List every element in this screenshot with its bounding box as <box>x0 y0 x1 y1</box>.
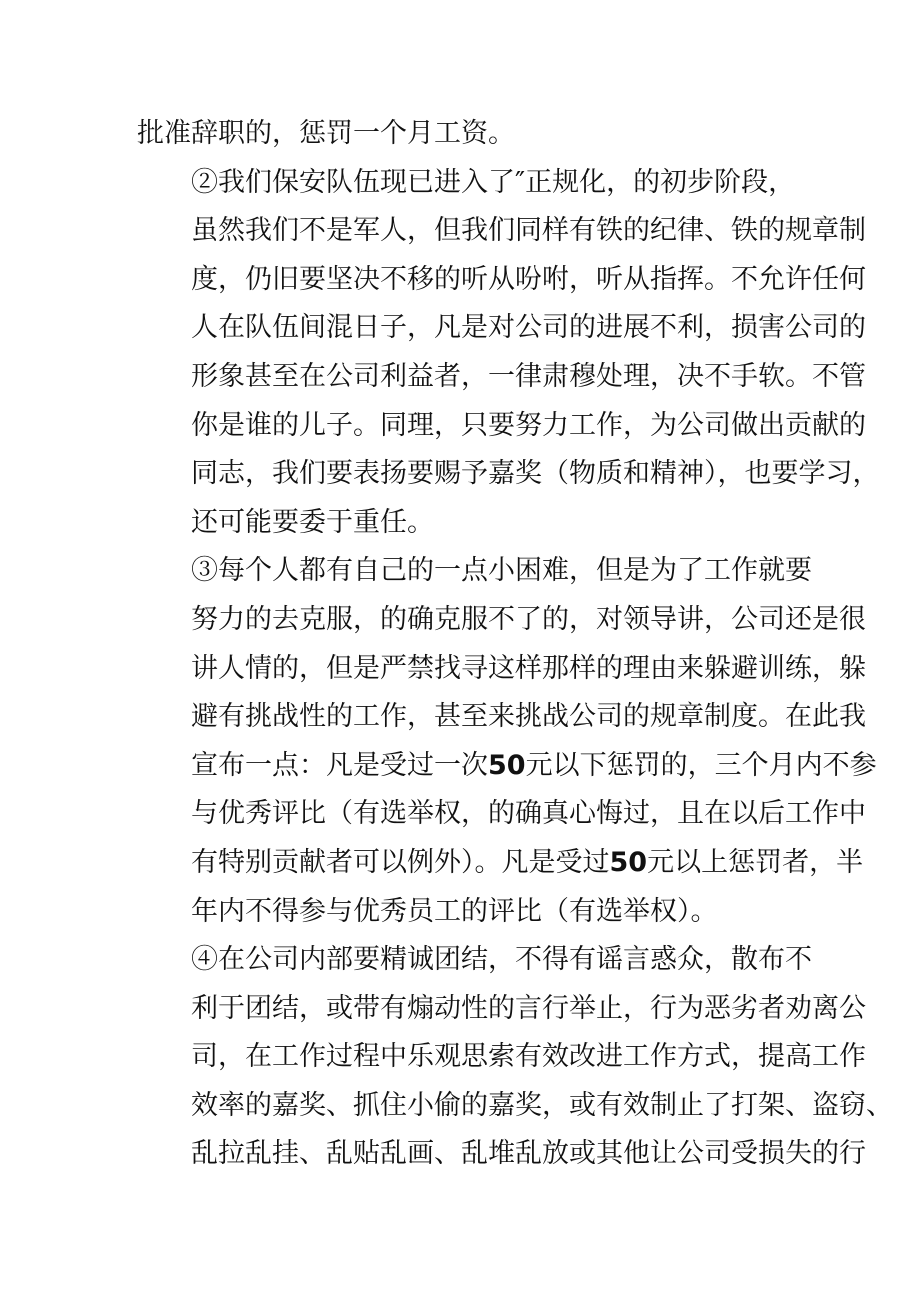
text-line: 同志，我们要表扬要赐予嘉奖（物质和精神），也要学习， <box>191 458 880 490</box>
text-line: ②我们保安队伍现已进入了″正规化，的初步阶段， <box>191 166 796 198</box>
paragraph-1 <box>137 110 817 159</box>
paragraph-3 <box>137 547 877 936</box>
text-line: 年内不得参与优秀员工的评比（有选举权）。 <box>191 895 718 927</box>
text-line: 效率的嘉奖、抓住小偷的嘉奖，或有效制止了打架、盗窃、 <box>191 1089 893 1121</box>
bold-number: 50 <box>488 749 526 781</box>
text-line: 讲人情的，但是严禁找寻这样那样的理由来躲避训练，躲 <box>191 652 866 684</box>
document-body <box>137 110 893 1179</box>
text-line: 形象甚至在公司利益者，一律肃穆处理，决不手软。不管 <box>191 360 866 392</box>
text-line: 度，仍旧要坚决不移的听从吩咐，听从指挥。不允许任何 <box>191 263 866 295</box>
text-line: 批准辞职的，惩罚一个月工资。 <box>137 118 515 149</box>
text-line: 还可能要委于重任。 <box>191 506 434 538</box>
text-line: 乱拉乱挂、乱贴乱画、乱堆乱放或其他让公司受损失的行 <box>191 1138 866 1170</box>
text-line: 与优秀评比（有选举权，的确真心悔过，且在以后工作中 <box>191 798 866 830</box>
bold-number: 50 <box>609 846 648 878</box>
text-line: 有特别贡献者可以例外）。凡是受过50元以上惩罚者，半 <box>191 846 864 878</box>
text-line: 人在队伍间混日子，凡是对公司的进展不利，损害公司的 <box>191 312 866 344</box>
text-line: 努力的去克服，的确克服不了的，对领导讲，公司还是很 <box>191 603 866 635</box>
text-line: 虽然我们不是军人，但我们同样有铁的纪律、铁的规章制 <box>191 215 866 247</box>
text-line: 利于团结，或带有煽动性的言行举止，行为恶劣者劝离公 <box>191 992 866 1024</box>
text-line: 你是谁的儿子。同理，只要努力工作，为公司做出贡献的 <box>191 409 866 441</box>
text-line: ③每个人都有自己的一点小困难，但是为了工作就要 <box>191 555 812 587</box>
text-line: 避有挑战性的工作，甚至来挑战公司的规章制度。在此我 <box>191 701 866 733</box>
paragraph-2 <box>137 159 880 548</box>
paragraph-4 <box>137 936 893 1179</box>
text-line: 宣布一点：凡是受过一次50元以下惩罚的，三个月内不参 <box>191 749 877 781</box>
text-line: 司，在工作过程中乐观思索有效改进工作方式，提高工作 <box>191 1041 866 1073</box>
text-line: ④在公司内部要精诚团结，不得有谣言惑众，散布不 <box>191 944 812 976</box>
